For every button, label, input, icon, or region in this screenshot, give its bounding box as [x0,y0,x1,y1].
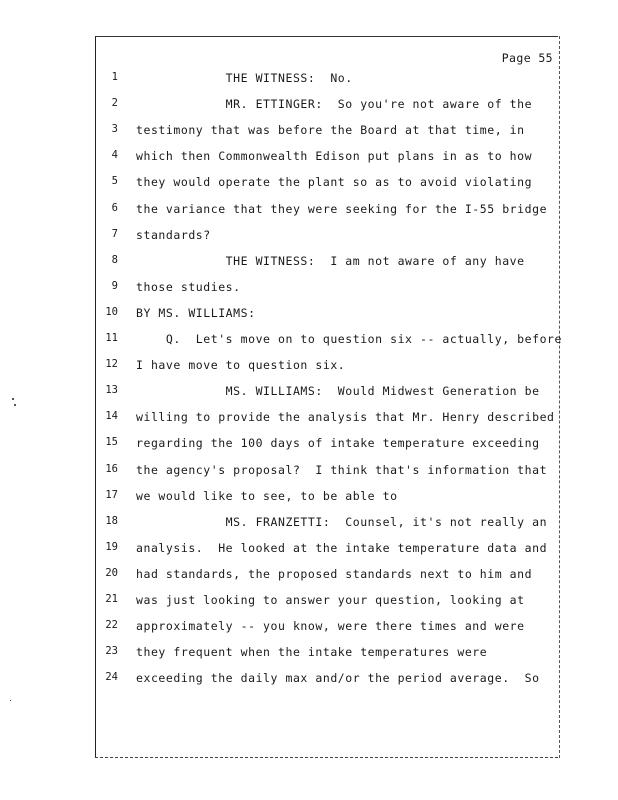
line-number: 15 [105,436,118,449]
transcript-line [0,175,618,195]
transcript-line [0,280,618,300]
transcript-line [0,463,618,483]
line-text: MS. FRANZETTI: Counsel, it's not really an [136,514,548,529]
line-text: they would operate the plant so as to avoid violating [136,175,533,190]
line-text: Q. Let's move on to question six -- actually, before [136,332,562,346]
line-number: 17 [105,488,118,501]
scan-speck [10,700,11,701]
line-text: had standards, the proposed standards next to him and [136,566,533,581]
line-number: 20 [105,566,118,579]
transcript-line [0,515,618,535]
transcript-line [0,71,618,91]
line-number: 21 [105,593,118,605]
line-text: we would like to see, to be able to [136,488,398,503]
line-text: THE WITNESS: No. [136,71,353,85]
transcript-line [0,593,618,613]
bottom-border [95,757,558,758]
transcript-line [0,489,618,509]
line-text: testimony that was before the Board at that time, in [136,123,525,138]
line-text: THE WITNESS: I am not aware of any have [136,253,525,268]
transcript-line [0,332,618,352]
line-text: analysis. He looked at the intake temperature data and [136,540,548,555]
transcript-line [0,384,618,404]
line-number: 16 [105,462,118,475]
line-number: 8 [111,253,118,266]
line-text: the variance that they were seeking for the I-55 bridge [136,201,548,216]
transcript-line [0,619,618,639]
line-text: exceeding the daily max and/or the period average. So [136,671,540,686]
line-text: those studies. [136,279,241,294]
line-text: willing to provide the analysis that Mr. Henry described [136,410,555,425]
line-text: they frequent when the intake temperatures were [136,645,488,660]
line-number: 24 [105,671,118,684]
line-number: 5 [111,175,118,188]
line-text: standards? [136,227,211,242]
line-text: regarding the 100 days of intake temperature exceeding [136,436,540,451]
transcript-line [0,567,618,587]
line-number: 1 [111,71,118,83]
line-number: 18 [105,514,118,527]
transcript-line [0,306,618,326]
transcript-line [0,228,618,248]
line-number: 3 [111,123,118,136]
line-number: 2 [111,97,118,110]
line-number: 12 [105,358,118,371]
top-border [95,36,558,37]
line-text: the agency's proposal? I think that's information that [136,462,548,477]
line-text: BY MS. WILLIAMS: [136,305,256,320]
line-text: I have move to question six. [136,358,346,373]
transcript-line [0,410,618,430]
scan-speck [12,398,14,400]
line-number: 4 [111,149,118,162]
line-number: 14 [105,410,118,423]
transcript-line [0,358,618,378]
line-number: 9 [111,279,118,292]
transcript-line [0,97,618,117]
line-number: 22 [105,619,118,632]
line-text: was just looking to answer your question, looking at [136,593,525,607]
scan-speck [14,404,16,406]
line-text: approximately -- you know, were there times and were [136,619,525,634]
transcript-line [0,645,618,665]
line-text: which then Commonwealth Edison put plans in as to how [136,149,533,164]
page-number: Page 55 [501,51,553,65]
transcript-line [0,254,618,274]
transcript-line [0,149,618,169]
line-number: 23 [105,645,118,658]
transcript-line [0,123,618,143]
line-number: 13 [105,384,118,397]
line-number: 6 [111,201,118,214]
transcript-line [0,541,618,561]
line-number: 10 [105,305,118,318]
transcript-line [0,436,618,456]
line-number: 19 [105,540,118,553]
line-text: MR. ETTINGER: So you're not aware of the [136,97,533,112]
line-number: 11 [105,332,118,344]
line-text: MS. WILLIAMS: Would Midwest Generation be [136,384,540,399]
transcript-line [0,202,618,222]
transcript-line [0,671,618,691]
line-number: 7 [111,227,118,240]
